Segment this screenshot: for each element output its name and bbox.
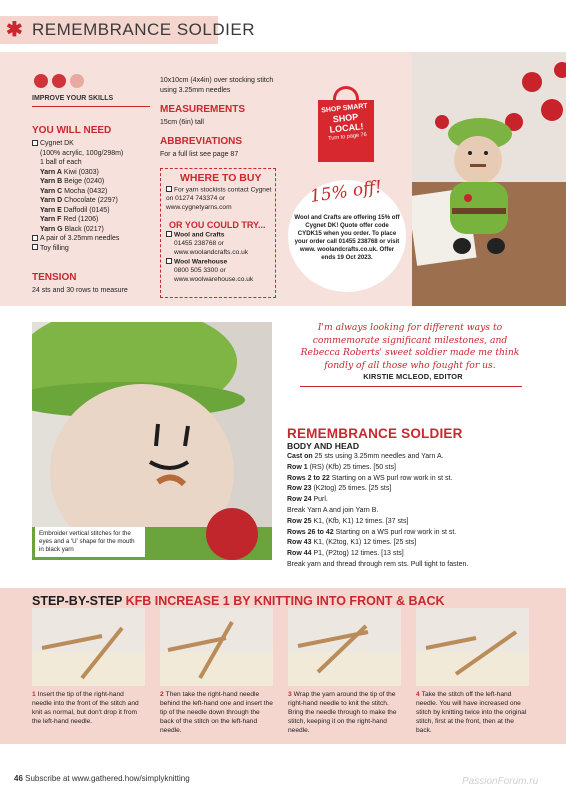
checkbox-icon (166, 231, 172, 237)
pattern-row: Break Yarn A and join Yarn B. (287, 506, 379, 514)
measurements-heading: MEASUREMENTS (160, 104, 246, 115)
skill-level-icon-2 (52, 74, 66, 88)
you-will-need-list (32, 139, 157, 253)
measurements-text: 15cm (6in) tall (160, 119, 204, 126)
divider (32, 106, 150, 107)
knitted-soldier-image (412, 52, 566, 306)
step-3-caption: 3 Wrap the yarn around the tip of the right-hand needle to knit the stitch. Bring the needle through to make the stitch, keeping it on the right-hand needle. (288, 691, 397, 734)
shop-local-badge: SHOP SMART SHOP LOCAL! Turn to page 76 (320, 102, 368, 142)
list-item: Yarn C Mocha (0432) (40, 187, 108, 195)
list-item: 1 ball of each (40, 159, 82, 166)
pattern-row: Rows 2 to 22 Starting on a WS purl row work in st st. (287, 474, 453, 482)
tension-text: 24 sts and 30 rows to measure (32, 287, 128, 294)
skill-level-icon-1 (34, 74, 48, 88)
doll-face-closeup-image (32, 322, 272, 560)
list-item: 01455 238768 or www.woolandcrafts.co.uk (174, 240, 249, 256)
list-item: Yarn A Kiwi (0303) (40, 168, 99, 176)
divider (300, 386, 522, 387)
closeup-photo (32, 322, 272, 560)
list-item: 0800 505 3300 or www.woolwarehouse.co.uk (174, 267, 254, 283)
step-by-step-title: STEP-BY-STEP KFB INCREASE 1 BY KNITTING INTO FRONT & BACK (32, 594, 445, 608)
list-item: For yarn stockists contact Cygnet on 01274 743374 or www.cygnetyarns.com (166, 186, 272, 211)
soldier-photo (412, 52, 566, 306)
subscribe-link[interactable]: Subscribe at www.gathered.how/simplyknitting (25, 774, 190, 783)
pattern-title: REMEMBRANCE SOLDIER (287, 426, 463, 441)
checkbox-icon (166, 258, 172, 264)
tension-heading: TENSION (32, 272, 77, 283)
skill-label: IMPROVE YOUR SKILLS (32, 95, 114, 102)
step-2-image (160, 608, 273, 686)
step-2-caption: 2 Then take the right-hand needle behind the left-hand one and insert the tip of the needle down through the back of the stitch on the left-hand needle. (160, 691, 273, 734)
editor-quote: I'm always looking for different ways to commemorate significant milestones, and Rebecca Roberts' sweet soldier made me think fondly of all those who fought for us. (300, 322, 520, 371)
abbreviations-heading: ABBREVIATIONS (160, 136, 243, 147)
pattern-row: Cast on 25 sts using 3.25mm needles and Yarn A. (287, 453, 444, 460)
list-item: A pair of 3.25mm needles (32, 234, 157, 244)
list-item: Yarn D Chocolate (2297) (40, 197, 118, 204)
alternatives-heading: OR YOU COULD TRY... (169, 220, 266, 230)
list-item: Cygnet DK (32, 139, 157, 149)
list-item: Yarn E Daffodil (0145) (40, 206, 110, 214)
checkbox-icon (32, 140, 38, 146)
pattern-subtitle: BODY AND HEAD (287, 441, 360, 451)
list-item: Toy filling (32, 244, 157, 254)
pattern-row: Rows 26 to 42 Starting on a WS purl row work in st st. (287, 528, 457, 536)
photo-caption: Embroider vertical stitches for the eyes and a 'U' shape for the mouth in black yarn (35, 527, 145, 557)
skill-level-icon-3 (70, 74, 84, 88)
watermark: PassionForum.ru (462, 776, 539, 787)
list-item: Wool Warehouse (166, 258, 272, 267)
list-item: Wool and Crafts (166, 231, 272, 240)
page-number: 46 (14, 774, 23, 783)
where-to-buy-text (166, 186, 272, 212)
pattern-row: Row 44 P1, (P2tog) 12 times. [13 sts] (287, 550, 404, 558)
pattern-row: Row 25 K1, (Kfb, K1) 12 times. [37 sts] (287, 517, 409, 525)
where-to-buy-heading: WHERE TO BUY (180, 172, 262, 184)
list-item: Yarn B Beige (0240) (40, 178, 105, 185)
page-footer (14, 774, 190, 783)
list-item: Yarn G Black (0217) (40, 225, 104, 233)
pattern-instructions (287, 452, 527, 571)
step-4-image (416, 608, 529, 686)
offer-headline: 15% off! (308, 177, 384, 207)
checkbox-icon (32, 235, 38, 241)
step-1-caption: 1 Insert the tip of the right-hand needle into the front of the stitch and knit as normal, but don't drop it from the left-hand needle. (32, 691, 139, 725)
asterisk-icon: ✱ (6, 19, 23, 41)
step-4-caption: 4 Take the stitch off the left-hand needle. You will have increased one stitch by knitting twice into the original stitch, first at the front, then at the back. (416, 691, 527, 734)
you-will-need-heading: YOU WILL NEED (32, 125, 112, 136)
pattern-row: Row 43 K1, (K2tog, K1) 12 times. [25 sts] (287, 539, 417, 547)
pattern-row: Row 23 (K2tog) 25 times. [25 sts] (287, 485, 392, 493)
pattern-row: Row 1 (RS) (Kfb) 25 times. [50 sts] (287, 463, 396, 471)
page-title: REMEMBRANCE SOLDIER (32, 20, 255, 39)
step-3-image (288, 608, 401, 686)
list-item: Yarn F Red (1206) (40, 216, 99, 223)
checkbox-icon (166, 186, 172, 192)
quote-attribution: KIRSTIE MCLEOD, EDITOR (363, 372, 463, 381)
pattern-row: Row 24 Purl. (287, 496, 328, 504)
list-item: (100% acrylic, 100g/298m) (40, 149, 124, 157)
abbreviations-text: For a full list see page 87 (160, 151, 239, 158)
checkbox-icon (32, 244, 38, 250)
pattern-row: Break yarn and thread through rem sts. Pull tight to fasten. (287, 560, 469, 568)
shop-list (166, 231, 272, 285)
offer-text: Wool and Crafts are offering 15% off Cygnet DK! Quote offer code CYDK15 when you order. To place your order call 01455 238768 or visit www. woolandcrafts.co.uk. Offer ends 19 Oct 2023. (294, 214, 400, 261)
step-1-image (32, 608, 145, 686)
tension-continued: 10x10cm (4x4in) over stocking stitch using 3.25mm needles (160, 77, 274, 94)
